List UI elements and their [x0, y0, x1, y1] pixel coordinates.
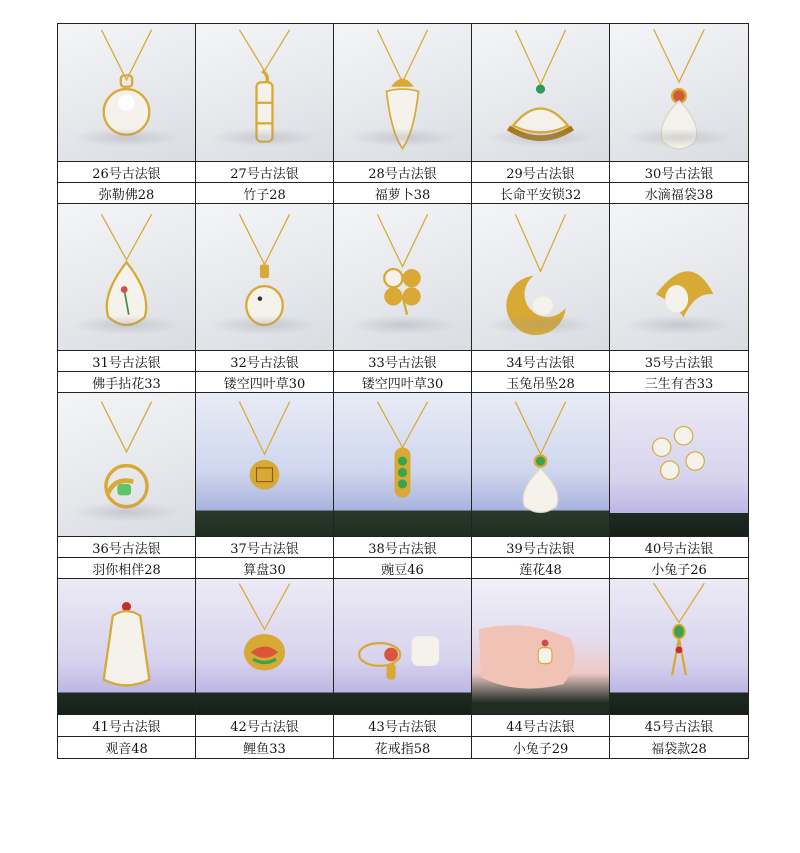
product-photo: [196, 204, 333, 351]
product-cell: [472, 24, 610, 204]
product-code: 27号古法银: [196, 162, 333, 183]
bunnies-pendant-icon: [610, 393, 748, 536]
product-cell: [58, 204, 196, 393]
product-photo: [196, 24, 333, 162]
bamboo-pendant-icon: [196, 24, 333, 161]
product-cell: [334, 579, 472, 758]
product-photo: [58, 579, 195, 715]
product-code: 29号古法银: [472, 162, 609, 183]
product-photo: [472, 393, 609, 537]
product-code: 42号古法银: [196, 715, 333, 737]
lotus-drop-pendant-icon: [472, 393, 609, 536]
product-code: 34号古法银: [472, 351, 609, 372]
product-name-price: 长命平安锁32: [499, 187, 582, 203]
product-code: 43号古法银: [334, 715, 471, 737]
product-name-price: 羽你相伴28: [92, 562, 161, 578]
product-photo: [58, 393, 195, 537]
peapod-pendant-icon: [334, 393, 471, 536]
product-photo: [472, 24, 609, 162]
product-code: 32号古法银: [196, 351, 333, 372]
product-photo: [610, 204, 748, 351]
product-name-price: 弥勒佛28: [98, 187, 155, 203]
product-code: 30号古法银: [610, 162, 748, 183]
product-cell: [334, 24, 472, 204]
drop-flower-pendant-icon: [58, 204, 195, 350]
guanyin-pendant-icon: [58, 579, 195, 714]
product-cell: [58, 24, 196, 204]
product-name-price: 福萝卜38: [374, 187, 431, 203]
product-photo: [472, 579, 609, 715]
product-photo: [196, 393, 333, 537]
hand-bunny-pendant-icon: [472, 579, 609, 714]
product-cell: [472, 579, 610, 758]
product-name-price: 镂空四叶草30: [223, 376, 306, 392]
product-cell: [196, 579, 334, 758]
product-code: 31号古法银: [58, 351, 195, 372]
moon-rabbit-pendant-icon: [472, 204, 609, 350]
product-code: 44号古法银: [472, 715, 609, 737]
product-photo: [610, 393, 748, 537]
product-photo: [196, 579, 333, 715]
product-cell: [196, 24, 334, 204]
product-code: 33号古法银: [334, 351, 471, 372]
product-photo: [334, 393, 471, 537]
product-photo: [58, 24, 195, 162]
product-code: 35号古法银: [610, 351, 748, 372]
product-cell: [472, 204, 610, 393]
product-code: 37号古法银: [196, 537, 333, 558]
rabbit-pendant-icon: [196, 204, 333, 350]
product-photo: [334, 579, 471, 715]
product-photo: [58, 204, 195, 351]
product-name-price: 水滴福袋38: [644, 187, 714, 203]
product-photo: [334, 24, 471, 162]
product-name-price: 鲤鱼33: [243, 742, 286, 757]
product-cell: [472, 393, 610, 579]
product-code: 39号古法银: [472, 537, 609, 558]
drop-bag-pendant-icon: [610, 24, 748, 161]
product-cell: [196, 393, 334, 579]
product-name-price: 莲花48: [519, 562, 562, 578]
product-code: 36号古法银: [58, 537, 195, 558]
product-cell: [58, 393, 196, 579]
product-name-price: 竹子28: [243, 187, 286, 203]
product-cell: [334, 204, 472, 393]
product-code: 28号古法银: [334, 162, 471, 183]
ring-leaf-pendant-icon: [58, 393, 195, 536]
product-cell: [334, 393, 472, 579]
product-name-price: 花戒指58: [374, 742, 431, 757]
product-code: 41号古法银: [58, 715, 195, 737]
lock-pendant-icon: [472, 24, 609, 161]
product-cell: [196, 204, 334, 393]
product-name-price: 算盘30: [243, 562, 286, 578]
radish-pendant-icon: [334, 24, 471, 161]
product-name-price: 小兔子29: [512, 742, 569, 757]
product-name-price: 福袋款28: [651, 742, 707, 757]
product-cell: [610, 24, 748, 204]
product-cell: [610, 393, 748, 579]
carp-pendant-icon: [196, 579, 333, 714]
product-name-price: 观音48: [105, 742, 148, 757]
product-name-price: 小兔子26: [651, 562, 707, 578]
product-name-price: 佛手拈花33: [92, 376, 161, 392]
product-name-price: 镂空四叶草30: [361, 376, 444, 392]
product-code: 38号古法银: [334, 537, 471, 558]
product-cell: [58, 579, 196, 758]
product-name-price: 玉兔吊坠28: [506, 376, 575, 392]
tassel-pendant-icon: [610, 579, 748, 714]
product-photo: [472, 204, 609, 351]
product-catalog-table: [57, 23, 749, 759]
product-photo: [610, 24, 748, 162]
product-code: 26号古法银: [58, 162, 195, 183]
ginkgo-pendant-icon: [610, 204, 748, 350]
product-name-price: 豌豆46: [381, 562, 424, 578]
product-photo: [334, 204, 471, 351]
product-photo: [610, 579, 748, 715]
product-code: 40号古法银: [610, 537, 748, 558]
clover-pendant-icon: [334, 204, 471, 350]
product-cell: [610, 579, 748, 758]
abacus-pendant-icon: [196, 393, 333, 536]
buddha-pendant-icon: [58, 24, 195, 161]
product-name-price: 三生有杏33: [644, 376, 714, 392]
product-cell: [610, 204, 748, 393]
ring-pendant-icon: [334, 579, 471, 714]
product-code: 45号古法银: [610, 715, 748, 737]
